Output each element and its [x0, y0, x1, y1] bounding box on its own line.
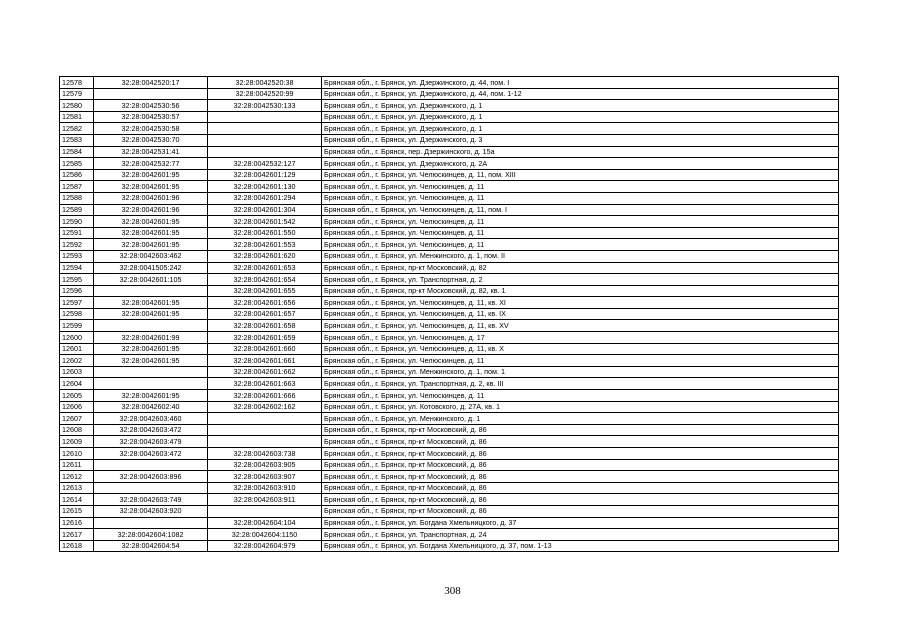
address-cell: Брянская обл., г. Брянск, пр-кт Московский, д. 86 — [322, 505, 839, 517]
cadastral-number-cell: 32:28:0042601:95 — [94, 355, 208, 367]
object-cadastral-number-cell: 32:28:0042601:553 — [208, 239, 322, 251]
cadastral-number-cell: 32:28:0042603:896 — [94, 471, 208, 483]
table-row — [60, 285, 839, 297]
address-cell: Брянская обл., г. Брянск, ул. Транспортная, д. 2, кв. III — [322, 378, 839, 390]
address-cell: Брянская обл., г. Брянск, ул. Богдана Хмельницкого, д. 37, пом. 1-13 — [322, 540, 839, 552]
object-cadastral-number-cell: 32:28:0042601:294 — [208, 192, 322, 204]
address-cell: Брянская обл., г. Брянск, пр-кт Московский, д. 86 — [322, 436, 839, 448]
object-cadastral-number-cell: 32:28:0042601:663 — [208, 378, 322, 390]
row-number-cell: 12593 — [60, 250, 94, 262]
row-number-cell: 12596 — [60, 285, 94, 297]
row-number-cell: 12580 — [60, 100, 94, 112]
address-cell: Брянская обл., г. Брянск, ул. Челюскинцев, д. 11 — [322, 181, 839, 193]
row-number-cell: 12585 — [60, 158, 94, 170]
object-cadastral-number-cell: 32:28:0042601:660 — [208, 343, 322, 355]
table-row — [60, 250, 839, 262]
table-row — [60, 297, 839, 309]
cadastral-number-cell: 32:28:0042601:96 — [94, 204, 208, 216]
address-cell: Брянская обл., г. Брянск, пр-кт Московский, д. 86 — [322, 459, 839, 471]
cadastral-number-cell — [94, 517, 208, 529]
row-number-cell: 12592 — [60, 239, 94, 251]
address-cell: Брянская обл., г. Брянск, ул. Менжинского, д. 1, пом. 1 — [322, 366, 839, 378]
table-row — [60, 204, 839, 216]
table-row — [60, 146, 839, 158]
cadastral-number-cell: 32:28:0041505:242 — [94, 262, 208, 274]
address-cell: Брянская обл., г. Брянск, ул. Челюскинцев, д. 11 — [322, 355, 839, 367]
address-cell: Брянская обл., г. Брянск, ул. Челюскинцев, д. 11 — [322, 216, 839, 228]
cadastral-number-cell: 32:28:0042603:472 — [94, 424, 208, 436]
address-cell: Брянская обл., г. Брянск, пр-кт Московский, д. 86 — [322, 494, 839, 506]
row-number-cell: 12605 — [60, 390, 94, 402]
object-cadastral-number-cell: 32:28:0042601:656 — [208, 297, 322, 309]
row-number-cell: 12590 — [60, 216, 94, 228]
cadastral-number-cell: 32:28:0042530:70 — [94, 134, 208, 146]
cadastral-number-cell: 32:28:0042603:462 — [94, 250, 208, 262]
table-row — [60, 123, 839, 135]
table-row — [60, 529, 839, 541]
address-cell: Брянская обл., г. Брянск, пр-кт Московский, д. 82, кв. 1 — [322, 285, 839, 297]
page-number: 308 — [444, 585, 461, 597]
object-cadastral-number-cell — [208, 111, 322, 123]
address-cell: Брянская обл., г. Брянск, ул. Челюскинцев, д. 17 — [322, 332, 839, 344]
address-cell: Брянская обл., г. Брянск, ул. Челюскинцев, д. 11 — [322, 227, 839, 239]
table-row — [60, 343, 839, 355]
cadastral-number-cell — [94, 88, 208, 100]
address-cell: Брянская обл., г. Брянск, ул. Дзержинского, д. 1 — [322, 123, 839, 135]
table-row — [60, 88, 839, 100]
cadastral-number-cell: 32:28:0042601:96 — [94, 192, 208, 204]
address-cell: Брянская обл., г. Брянск, пр-кт Московский, д. 86 — [322, 424, 839, 436]
address-cell: Брянская обл., г. Брянск, ул. Дзержинского, д. 1 — [322, 100, 839, 112]
object-cadastral-number-cell: 32:28:0042603:911 — [208, 494, 322, 506]
cadastral-number-cell: 32:28:0042601:95 — [94, 227, 208, 239]
object-cadastral-number-cell: 32:28:0042601:659 — [208, 332, 322, 344]
address-cell: Брянская обл., г. Брянск, пер. Дзержинского, д. 15а — [322, 146, 839, 158]
object-cadastral-number-cell: 32:28:0042604:104 — [208, 517, 322, 529]
cadastral-number-cell — [94, 320, 208, 332]
address-cell: Брянская обл., г. Брянск, ул. Челюскинцев, д. 11, кв. XI — [322, 297, 839, 309]
row-number-cell: 12594 — [60, 262, 94, 274]
table-row — [60, 134, 839, 146]
table-row — [60, 390, 839, 402]
cadastral-number-cell: 32:28:0042601:99 — [94, 332, 208, 344]
table-row — [60, 332, 839, 344]
cadastral-number-cell: 32:28:0042601:95 — [94, 297, 208, 309]
object-cadastral-number-cell — [208, 134, 322, 146]
cadastral-number-cell: 32:28:0042530:56 — [94, 100, 208, 112]
object-cadastral-number-cell: 32:28:0042602:162 — [208, 401, 322, 413]
table-row — [60, 192, 839, 204]
object-cadastral-number-cell: 32:28:0042601:662 — [208, 366, 322, 378]
row-number-cell: 12608 — [60, 424, 94, 436]
object-cadastral-number-cell: 32:28:0042601:620 — [208, 250, 322, 262]
object-cadastral-number-cell: 32:28:0042532:127 — [208, 158, 322, 170]
table-row — [60, 540, 839, 552]
object-cadastral-number-cell: 32:28:0042601:304 — [208, 204, 322, 216]
object-cadastral-number-cell: 32:28:0042601:661 — [208, 355, 322, 367]
table-row — [60, 111, 839, 123]
row-number-cell: 12610 — [60, 448, 94, 460]
address-cell: Брянская обл., г. Брянск, ул. Транспортная, д. 2 — [322, 274, 839, 286]
row-number-cell: 12597 — [60, 297, 94, 309]
address-cell: Брянская обл., г. Брянск, ул. Менжинского, д. 1 — [322, 413, 839, 425]
cadastral-number-cell: 32:28:0042602:40 — [94, 401, 208, 413]
row-number-cell: 12606 — [60, 401, 94, 413]
object-cadastral-number-cell: 32:28:0042603:910 — [208, 482, 322, 494]
object-cadastral-number-cell: 32:28:0042601:657 — [208, 308, 322, 320]
object-cadastral-number-cell: 32:28:0042603:907 — [208, 471, 322, 483]
object-cadastral-number-cell: 32:28:0042530:133 — [208, 100, 322, 112]
table-row — [60, 169, 839, 181]
row-number-cell: 12617 — [60, 529, 94, 541]
row-number-cell: 12582 — [60, 123, 94, 135]
cadastral-number-cell: 32:28:0042603:460 — [94, 413, 208, 425]
address-cell: Брянская обл., г. Брянск, ул. Челюскинцев, д. 11 — [322, 239, 839, 251]
row-number-cell: 12612 — [60, 471, 94, 483]
object-cadastral-number-cell: 32:28:0042601:129 — [208, 169, 322, 181]
row-number-cell: 12595 — [60, 274, 94, 286]
table-row — [60, 517, 839, 529]
object-cadastral-number-cell — [208, 146, 322, 158]
cadastral-number-cell: 32:28:0042530:57 — [94, 111, 208, 123]
table-row — [60, 308, 839, 320]
cadastral-number-cell — [94, 482, 208, 494]
address-cell: Брянская обл., г. Брянск, ул. Челюскинцев, д. 11, кв. IX — [322, 308, 839, 320]
address-cell: Брянская обл., г. Брянск, ул. Богдана Хмельницкого, д. 37 — [322, 517, 839, 529]
cadastral-number-cell: 32:28:0042601:95 — [94, 308, 208, 320]
object-cadastral-number-cell — [208, 413, 322, 425]
address-cell: Брянская обл., г. Брянск, ул. Челюскинцев, д. 11 — [322, 390, 839, 402]
cadastral-number-cell: 32:28:0042603:479 — [94, 436, 208, 448]
cadastral-number-cell — [94, 459, 208, 471]
object-cadastral-number-cell: 32:28:0042604:979 — [208, 540, 322, 552]
address-cell: Брянская обл., г. Брянск, пр-кт Московский, д. 86 — [322, 471, 839, 483]
row-number-cell: 12611 — [60, 459, 94, 471]
table-row — [60, 494, 839, 506]
address-cell: Брянская обл., г. Брянск, ул. Челюскинцев, д. 11, кв. X — [322, 343, 839, 355]
cadastral-number-cell: 32:28:0042604:54 — [94, 540, 208, 552]
object-cadastral-number-cell: 32:28:0042520:99 — [208, 88, 322, 100]
row-number-cell: 12609 — [60, 436, 94, 448]
table-row — [60, 436, 839, 448]
address-cell: Брянская обл., г. Брянск, ул. Челюскинцев, д. 11 — [322, 192, 839, 204]
cadastral-number-cell: 32:28:0042601:95 — [94, 181, 208, 193]
cadastral-number-cell: 32:28:0042601:95 — [94, 216, 208, 228]
row-number-cell: 12587 — [60, 181, 94, 193]
cadastral-number-cell: 32:28:0042532:77 — [94, 158, 208, 170]
address-cell: Брянская обл., г. Брянск, ул. Транспортная, д. 24 — [322, 529, 839, 541]
address-cell: Брянская обл., г. Брянск, ул. Челюскинцев, д. 11, пом. I — [322, 204, 839, 216]
address-cell: Брянская обл., г. Брянск, пр-кт Московский, д. 86 — [322, 448, 839, 460]
object-cadastral-number-cell: 32:28:0042601:653 — [208, 262, 322, 274]
object-cadastral-number-cell: 32:28:0042520:38 — [208, 77, 322, 89]
table-row — [60, 320, 839, 332]
row-number-cell: 12607 — [60, 413, 94, 425]
object-cadastral-number-cell — [208, 505, 322, 517]
table-row — [60, 158, 839, 170]
address-cell: Брянская обл., г. Брянск, ул. Челюскинцев, д. 11, кв. XV — [322, 320, 839, 332]
row-number-cell: 12603 — [60, 366, 94, 378]
table-row — [60, 482, 839, 494]
object-cadastral-number-cell: 32:28:0042603:738 — [208, 448, 322, 460]
table-row — [60, 355, 839, 367]
table-row — [60, 227, 839, 239]
table-row — [60, 505, 839, 517]
table-row — [60, 366, 839, 378]
object-cadastral-number-cell: 32:28:0042601:654 — [208, 274, 322, 286]
cadastral-number-cell: 32:28:0042601:95 — [94, 239, 208, 251]
row-number-cell: 12584 — [60, 146, 94, 158]
cadastral-number-cell: 32:28:0042603:920 — [94, 505, 208, 517]
table-row — [60, 262, 839, 274]
registry-table-body — [60, 77, 839, 552]
table-row — [60, 100, 839, 112]
table-row — [60, 459, 839, 471]
address-cell: Брянская обл., г. Брянск, ул. Котовского, д. 27А, кв. 1 — [322, 401, 839, 413]
object-cadastral-number-cell — [208, 436, 322, 448]
row-number-cell: 12600 — [60, 332, 94, 344]
table-row — [60, 77, 839, 89]
table-row — [60, 401, 839, 413]
address-cell: Брянская обл., г. Брянск, пр-кт Московский, д. 82 — [322, 262, 839, 274]
registry-table — [59, 76, 839, 552]
object-cadastral-number-cell: 32:28:0042601:658 — [208, 320, 322, 332]
cadastral-number-cell: 32:28:0042601:105 — [94, 274, 208, 286]
cadastral-number-cell: 32:28:0042603:749 — [94, 494, 208, 506]
row-number-cell: 12614 — [60, 494, 94, 506]
row-number-cell: 12613 — [60, 482, 94, 494]
row-number-cell: 12588 — [60, 192, 94, 204]
object-cadastral-number-cell: 32:28:0042601:130 — [208, 181, 322, 193]
row-number-cell: 12616 — [60, 517, 94, 529]
row-number-cell: 12615 — [60, 505, 94, 517]
address-cell: Брянская обл., г. Брянск, ул. Дзержинского, д. 3 — [322, 134, 839, 146]
table-row — [60, 413, 839, 425]
table-row — [60, 448, 839, 460]
row-number-cell: 12589 — [60, 204, 94, 216]
row-number-cell: 12604 — [60, 378, 94, 390]
cadastral-number-cell — [94, 366, 208, 378]
row-number-cell: 12601 — [60, 343, 94, 355]
cadastral-number-cell: 32:28:0042603:472 — [94, 448, 208, 460]
object-cadastral-number-cell: 32:28:0042601:550 — [208, 227, 322, 239]
object-cadastral-number-cell: 32:28:0042601:666 — [208, 390, 322, 402]
table-row — [60, 424, 839, 436]
object-cadastral-number-cell: 32:28:0042601:542 — [208, 216, 322, 228]
address-cell: Брянская обл., г. Брянск, пр-кт Московский, д. 86 — [322, 482, 839, 494]
table-row — [60, 274, 839, 286]
object-cadastral-number-cell — [208, 424, 322, 436]
object-cadastral-number-cell: 32:28:0042604:1150 — [208, 529, 322, 541]
table-row — [60, 181, 839, 193]
row-number-cell: 12599 — [60, 320, 94, 332]
cadastral-number-cell: 32:28:0042530:58 — [94, 123, 208, 135]
cadastral-number-cell: 32:28:0042531:41 — [94, 146, 208, 158]
row-number-cell: 12591 — [60, 227, 94, 239]
row-number-cell: 12602 — [60, 355, 94, 367]
cadastral-number-cell — [94, 285, 208, 297]
cadastral-number-cell: 32:28:0042601:95 — [94, 169, 208, 181]
cadastral-number-cell: 32:28:0042601:95 — [94, 390, 208, 402]
object-cadastral-number-cell — [208, 123, 322, 135]
row-number-cell: 12586 — [60, 169, 94, 181]
table-row — [60, 378, 839, 390]
cadastral-number-cell: 32:28:0042520:17 — [94, 77, 208, 89]
row-number-cell: 12579 — [60, 88, 94, 100]
address-cell: Брянская обл., г. Брянск, ул. Дзержинского, д. 2А — [322, 158, 839, 170]
address-cell: Брянская обл., г. Брянск, ул. Менжинского, д. 1, пом. II — [322, 250, 839, 262]
row-number-cell: 12578 — [60, 77, 94, 89]
object-cadastral-number-cell: 32:28:0042601:655 — [208, 285, 322, 297]
cadastral-number-cell: 32:28:0042601:95 — [94, 343, 208, 355]
row-number-cell: 12598 — [60, 308, 94, 320]
table-row — [60, 239, 839, 251]
address-cell: Брянская обл., г. Брянск, ул. Дзержинского, д. 1 — [322, 111, 839, 123]
address-cell: Брянская обл., г. Брянск, ул. Дзержинского, д. 44, пом. 1-12 — [322, 88, 839, 100]
row-number-cell: 12581 — [60, 111, 94, 123]
object-cadastral-number-cell: 32:28:0042603:905 — [208, 459, 322, 471]
row-number-cell: 12618 — [60, 540, 94, 552]
address-cell: Брянская обл., г. Брянск, ул. Челюскинцев, д. 11, пом. XIII — [322, 169, 839, 181]
table-row — [60, 471, 839, 483]
address-cell: Брянская обл., г. Брянск, ул. Дзержинского, д. 44, пом. I — [322, 77, 839, 89]
cadastral-number-cell — [94, 378, 208, 390]
cadastral-number-cell: 32:28:0042604:1082 — [94, 529, 208, 541]
table-row — [60, 216, 839, 228]
row-number-cell: 12583 — [60, 134, 94, 146]
